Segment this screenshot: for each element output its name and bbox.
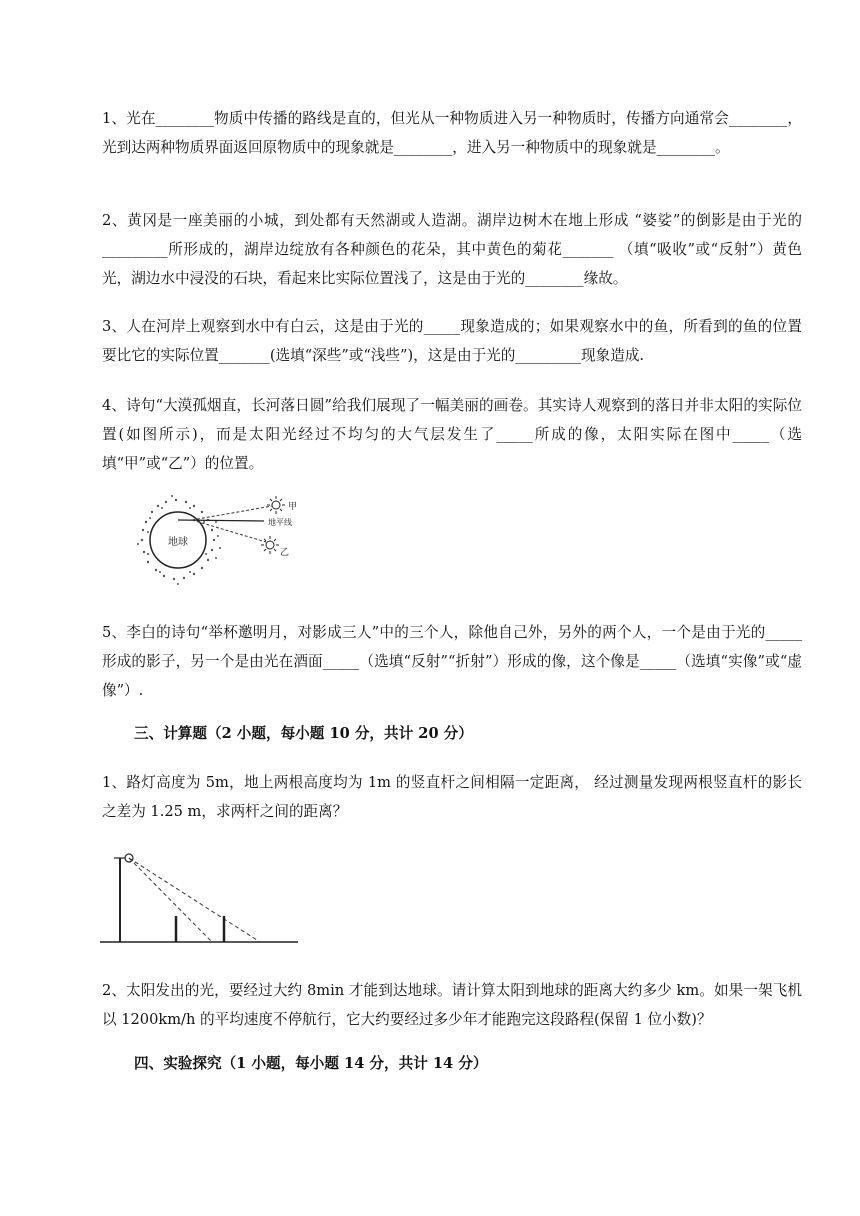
section-3-title: 三、计算题（2 小题，每小题 10 分，共计 20 分） — [134, 725, 473, 742]
calc-question-2: 2、太阳发出的光，要经过大约 8min 才能到达地球。请计算太阳到地球的距离大约多少 km。如果一架飞机以 1200km/h 的平均速度不停航行，它大约要经过多少年才能跑完这段路程(保留 1 位小数)？ — [102, 982, 802, 1028]
question-1: 1、光在________物质中传播的路线是直的，但光从一种物质进入另一种物质时，传播方向通常会________，光到达两种物质界面返回原物质中的现象就是________，进入另一种物质中的现象就是________。 — [102, 110, 802, 156]
question-4: 4、诗句“大漠孤烟直，长河落日圆”给我们展现了一幅美丽的画卷。其实诗人观察到的落日并非太阳的实际位置(如图所示)，而是太阳光经过不均匀的大气层发生了_____所成的像，太阳实际在图中_____（选填“甲”或“乙”）的位置。 — [102, 397, 802, 472]
earth-label: 地球 — [168, 537, 188, 548]
horizon-label: 地平线 — [268, 518, 292, 527]
calc-question-1: 1、路灯高度为 5m，地上两根高度均为 1m 的竖直杆之间相隔一定距离， 经过测量发现两根竖直杆的影长之差为 1.25 m，求两杆之间的距离？ — [102, 774, 802, 820]
street-lamp-figure — [100, 850, 300, 946]
question-2: 2、黄冈是一座美丽的小城，到处都有天然湖或人造湖。湖岸边树木在地上形成 “婆娑”的倒影是由于光的_________所形成的，湖岸边绽放有各种颜色的花朵，其中黄色的菊花_______ （填“吸收”或“反射”）黄色光，湖边水中浸没的石块，看起来比实际位置浅了，这是由于光的________缘故。 — [102, 212, 802, 287]
jia-label: 甲 — [288, 502, 298, 512]
question-5: 5、李白的诗句“举杯邀明月，对影成三人”中的三个人，除他自己外，另外的两个人，一个是由于光的_____形成的影子，另一个是由光在酒面_____（选填“反射”“折射”）形成的像，这个像是_____（选填“实像”或“虚像”）. — [102, 624, 802, 699]
earth-sunset-figure — [132, 492, 312, 592]
section-4-title: 四、实验探究（1 小题，每小题 14 分，共计 14 分） — [134, 1055, 488, 1072]
yi-label: 乙 — [280, 548, 290, 558]
question-3: 3、人在河岸上观察到水中有白云，这是由于光的_____现象造成的；如果观察水中的鱼，所看到的鱼的位置要比它的实际位置_______(选填“深些”或“浅些”)，这是由于光的_________现象造成. — [102, 318, 802, 364]
